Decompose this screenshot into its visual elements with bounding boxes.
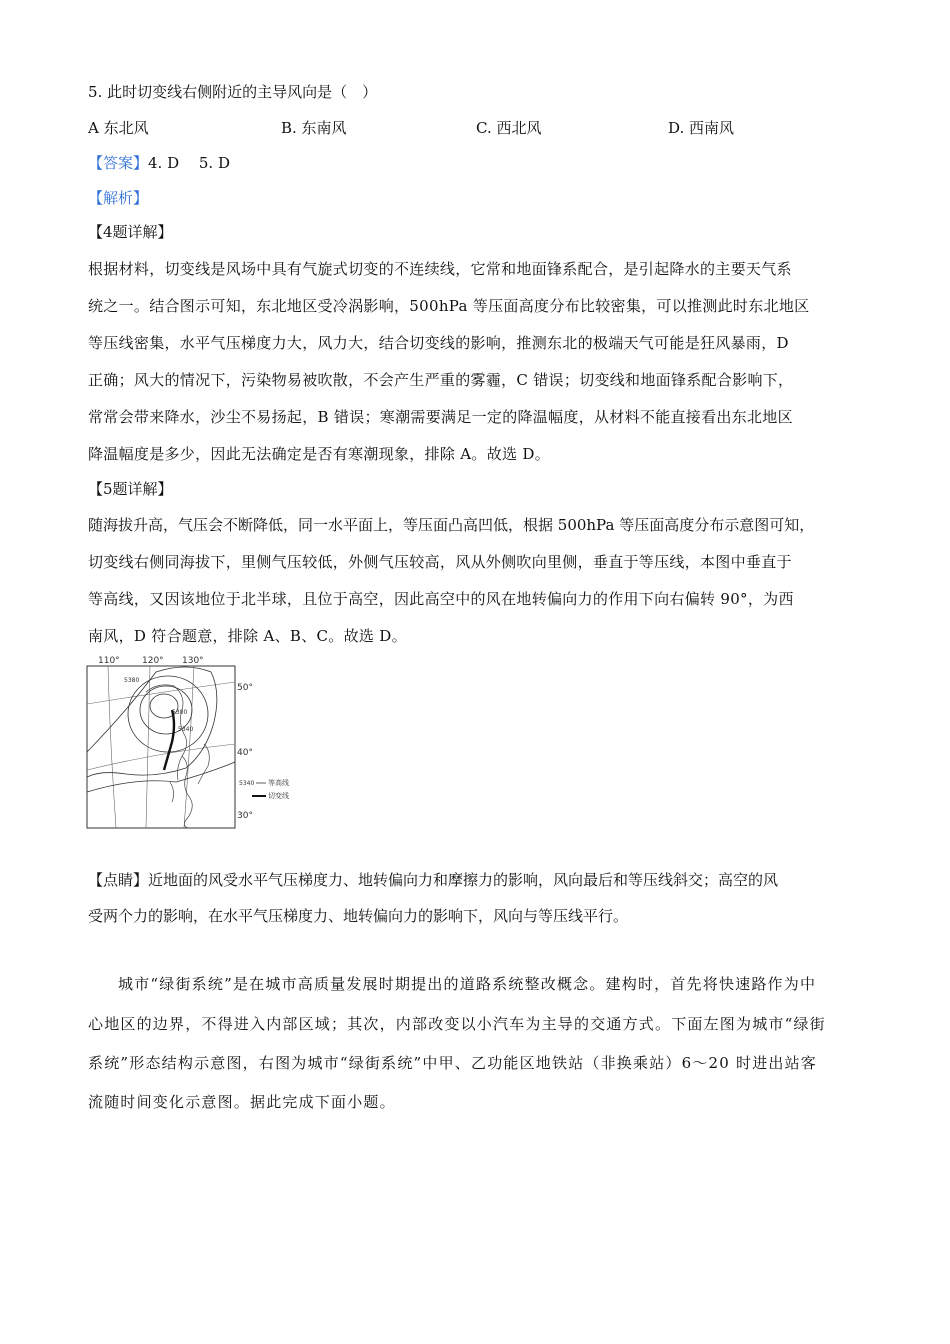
answer-line: [88, 153, 230, 173]
option-c: C. 西北风: [476, 119, 542, 137]
legend-contour-sample: 5340: [239, 780, 255, 787]
answer-tag: 【答案】: [88, 154, 149, 172]
detail-5-line: 南风，D 符合题意，排除 A、B、C。故选 D。: [88, 627, 407, 645]
lat-label: 50°: [237, 683, 253, 693]
material-line: 心地区的边界，不得进入内部区域；其次，内部改变以小汽车为主导的交通方式。下面左图为城市“绿街: [88, 1015, 826, 1033]
detail-4-line: 正确；风大的情况下，污染物易被吹散，不会产生严重的雾霾，C 错误；切变线和地面锋系配合影响下，: [88, 371, 794, 389]
analysis-tag: 【解析】: [88, 189, 149, 207]
tip-line: 受两个力的影响，在水平气压梯度力、地转偏向力的影响下，风向与等压线平行。: [88, 907, 629, 925]
legend-shear-label: 切变线: [268, 792, 289, 800]
detail-5-line: 随海拔升高，气压会不断降低，同一水平面上，等压面凸高凹低，根据 500hPa 等压面高度分布示意图可知，: [88, 516, 815, 534]
detail-4-title: 【4题详解】: [88, 223, 173, 241]
lat-label: 40°: [237, 748, 253, 758]
lat-label: 30°: [237, 811, 253, 821]
tip-text: 近地面的风受水平气压梯度力、地转偏向力和摩擦力的影响，风向最后和等压线斜交；高空的风: [148, 871, 779, 889]
detail-4-line: 根据材料，切变线是风场中具有气旋式切变的不连续线，它常和地面锋系配合，是引起降水的主要天气系: [88, 260, 792, 278]
detail-4-line: 常常会带来降水，沙尘不易扬起，B 错误；寒潮需要满足一定的降温幅度，从材料不能直接看出东北地区: [88, 408, 793, 426]
option-b: B. 东南风: [281, 119, 347, 137]
detail-4-line: 等压线密集，水平气压梯度力大，风力大，结合切变线的影响，推测东北的极端天气可能是狂风暴雨，D: [88, 334, 789, 352]
option-a: A 东北风: [88, 119, 149, 137]
contour-label: 5340: [178, 726, 194, 733]
material-line: 流随时间变化示意图。据此完成下面小题。: [88, 1093, 396, 1111]
map-frame: [87, 666, 235, 828]
lon-label: 110°: [98, 656, 120, 666]
material-line: 系统”形态结构示意图，右图为城市“绿街系统”中甲、乙功能区地铁站（非换乘站）6～20 时进出站客: [88, 1054, 818, 1072]
detail-4-line: 统之一。结合图示可知，东北地区受冷涡影响，500hPa 等压面高度分布比较密集，可以推测此时东北地区: [88, 297, 810, 315]
lon-label: 130°: [182, 656, 204, 666]
legend-contour-label: 等高线: [268, 779, 289, 787]
answer-text: 4. D 5. D: [148, 154, 230, 172]
detail-5-title: 【5题详解】: [88, 480, 173, 498]
tip-line: [88, 870, 778, 890]
tip-tag: 【点睛】: [88, 871, 149, 889]
lon-label: 120°: [142, 656, 164, 666]
contour-label: 5380: [124, 677, 140, 684]
question-5-stem: 5. 此时切变线右侧附近的主导风向是（ ）: [88, 83, 378, 101]
material-line: 城市“绿街系统”是在城市高质量发展时期提出的道路系统整改概念。建构时，首先将快速路作为中: [118, 975, 817, 993]
option-d: D. 西南风: [668, 119, 735, 137]
detail-5-line: 等高线，又因该地位于北半球，且位于高空，因此高空中的风在地转偏向力的作用下向右偏转 90°，为西: [88, 590, 794, 608]
500hpa-height-map: [86, 652, 316, 832]
map-legend: [239, 778, 289, 800]
detail-5-line: 切变线右侧同海拔下，里侧气压较低，外侧气压较高，风从外侧吹向里侧，垂直于等压线，本图中垂直于: [88, 553, 792, 571]
detail-4-line: 降温幅度是多少，因此无法确定是否有寒潮现象，排除 A。故选 D。: [88, 445, 550, 463]
contour-label: 5300: [172, 709, 188, 716]
